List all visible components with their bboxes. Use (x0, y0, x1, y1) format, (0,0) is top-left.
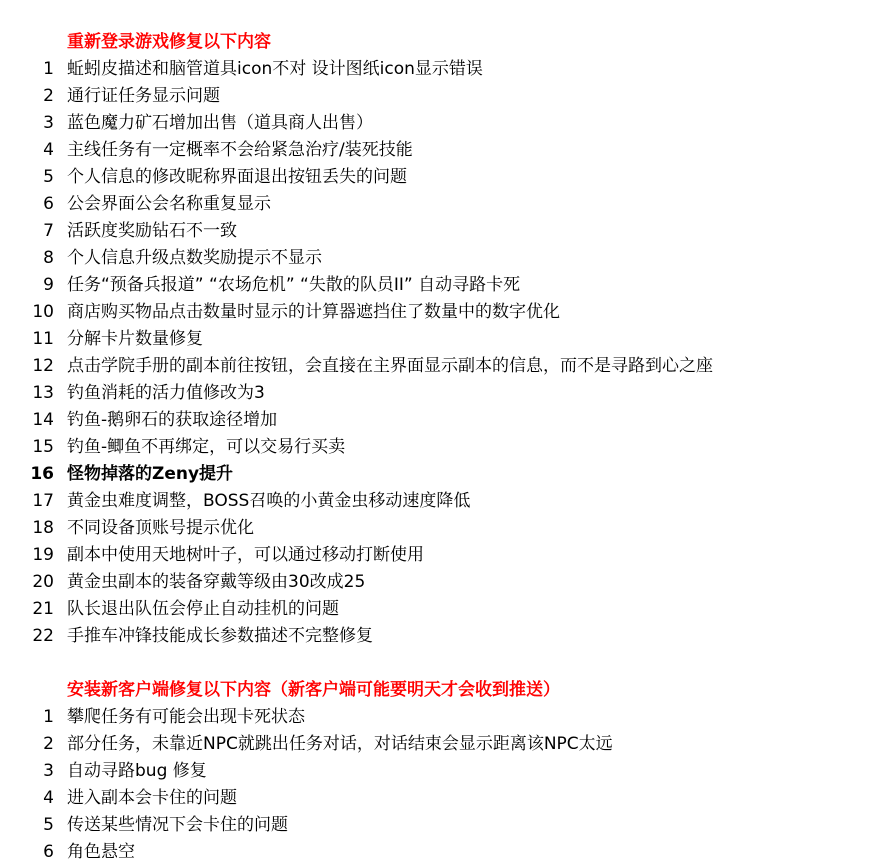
list-item-number: 22 (32, 626, 54, 646)
list-item-text: 黄金虫副本的装备穿戴等级由30改成25 (67, 572, 366, 592)
list-item-number: 8 (43, 248, 54, 268)
list-item-text: 钓鱼-鹅卵石的获取途径增加 (67, 410, 278, 430)
list-item (0, 461, 871, 488)
list-item-text: 通行证任务显示问题 (67, 86, 220, 106)
list-item-number: 14 (32, 410, 54, 430)
list-item (0, 353, 871, 380)
list-item-number: 17 (32, 491, 54, 511)
list-item-number: 1 (43, 707, 54, 727)
list-item-text: 不同设备顶账号提示优化 (67, 518, 254, 538)
list-item-number: 7 (43, 221, 54, 241)
list-item-text: 角色悬空 (67, 842, 135, 862)
list-item-text: 点击学院手册的副本前往按钮，会直接在主界面显示副本的信息，而不是寻路到心之座 (67, 356, 713, 376)
list-item-text: 副本中使用天地树叶子，可以通过移动打断使用 (67, 545, 424, 565)
list-item-number: 13 (32, 383, 54, 403)
list-item-text: 部分任务，未靠近NPC就跳出任务对话，对话结束会显示距离该NPC太远 (67, 734, 613, 754)
list-item (0, 218, 871, 245)
list-item (0, 380, 871, 407)
list-item-text: 个人信息的修改昵称界面退出按钮丢失的问题 (67, 167, 407, 187)
list-item (0, 245, 871, 272)
list-item (0, 542, 871, 569)
list-item-text: 蚯蚓皮描述和脑管道具icon不对 设计图纸icon显示错误 (67, 59, 483, 79)
list-item-text: 手推车冲锋技能成长参数描述不完整修复 (67, 626, 373, 646)
list-item-number: 9 (43, 275, 54, 295)
list-item-text: 主线任务有一定概率不会给紧急治疗/装死技能 (67, 140, 413, 160)
list-item-number: 5 (43, 815, 54, 835)
list-item-number: 6 (43, 194, 54, 214)
list-item (0, 137, 871, 164)
list-item-text: 钓鱼消耗的活力值修改为3 (67, 383, 265, 403)
list-item-number: 12 (32, 356, 54, 376)
list-item-text: 个人信息升级点数奖励提示不显示 (67, 248, 322, 268)
list-item (0, 731, 871, 758)
list-item (0, 488, 871, 515)
list-item-number: 2 (43, 734, 54, 754)
list-item-text: 蓝色魔力矿石增加出售（道具商人出售） (67, 113, 373, 133)
list-item (0, 785, 871, 812)
list-item-number: 3 (43, 761, 54, 781)
list-item-number: 15 (32, 437, 54, 457)
list-item (0, 83, 871, 110)
list-item-number: 10 (32, 302, 54, 322)
list-item-number: 5 (43, 167, 54, 187)
list-item-number: 19 (32, 545, 54, 565)
list-item (0, 272, 871, 299)
list-item-number: 18 (32, 518, 54, 538)
list-item-number: 1 (43, 59, 54, 79)
list-item-number: 11 (32, 329, 54, 349)
list-item (0, 812, 871, 839)
list-item (0, 326, 871, 353)
list-item (0, 164, 871, 191)
section-title: 重新登录游戏修复以下内容 (67, 32, 271, 52)
list-item-number: 6 (43, 842, 54, 862)
list-item (0, 110, 871, 137)
section-spacer (0, 650, 871, 677)
list-item (0, 839, 871, 866)
list-item (0, 569, 871, 596)
list-item-text: 自动寻路bug 修复 (67, 761, 207, 781)
list-item-text: 黄金虫难度调整，BOSS召唤的小黄金虫移动速度降低 (67, 491, 471, 511)
list-item-number: 3 (43, 113, 54, 133)
patch-notes-document (0, 29, 871, 866)
list-item (0, 299, 871, 326)
list-item-text: 钓鱼-鲫鱼不再绑定，可以交易行买卖 (67, 437, 346, 457)
list-item (0, 407, 871, 434)
list-item-text: 商店购买物品点击数量时显示的计算器遮挡住了数量中的数字优化 (67, 302, 560, 322)
list-item-number: 16 (30, 464, 54, 484)
list-item (0, 56, 871, 83)
list-item-text: 怪物掉落的Zeny提升 (67, 464, 234, 484)
list-item (0, 434, 871, 461)
list-item-text: 公会界面公会名称重复显示 (67, 194, 271, 214)
list-item-number: 21 (32, 599, 54, 619)
list-item-number: 4 (43, 788, 54, 808)
list-item (0, 758, 871, 785)
list-item-number: 20 (32, 572, 54, 592)
list-item-text: 任务“预备兵报道” “农场危机” “失散的队员II” 自动寻路卡死 (67, 275, 521, 295)
list-item-number: 2 (43, 86, 54, 106)
list-item (0, 191, 871, 218)
list-item-text: 进入副本会卡住的问题 (67, 788, 237, 808)
list-item-text: 分解卡片数量修复 (67, 329, 203, 349)
list-item (0, 704, 871, 731)
list-item (0, 596, 871, 623)
list-item (0, 515, 871, 542)
list-item-text: 攀爬任务有可能会出现卡死状态 (67, 707, 305, 727)
list-item-number: 4 (43, 140, 54, 160)
list-item (0, 623, 871, 650)
section-title: 安装新客户端修复以下内容（新客户端可能要明天才会收到推送） (67, 680, 560, 700)
list-item-text: 活跃度奖励钻石不一致 (67, 221, 237, 241)
list-item-text: 队长退出队伍会停止自动挂机的问题 (67, 599, 339, 619)
list-item-text: 传送某些情况下会卡住的问题 (67, 815, 288, 835)
